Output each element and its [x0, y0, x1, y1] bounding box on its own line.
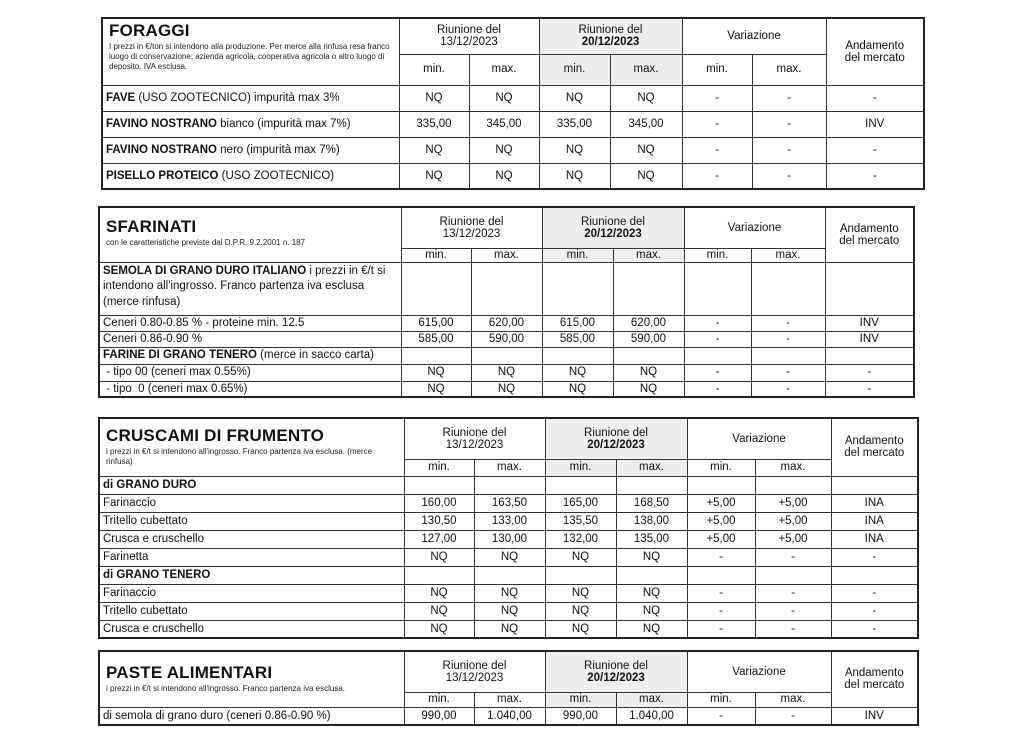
table-row [102, 137, 924, 163]
market-trend: - [825, 364, 914, 381]
max-price-2: NQ [610, 85, 682, 111]
max-price-1: NQ [474, 548, 545, 566]
table-row [99, 331, 914, 347]
meeting-date-2: 20/12/2023 [587, 671, 645, 684]
variation-max: +5,00 [755, 494, 831, 512]
group-row [99, 476, 918, 494]
row-label: Farinetta [99, 548, 404, 566]
market-trend: - [826, 85, 924, 111]
empty-cell [404, 566, 474, 584]
meeting-date-1: 13/12/2023 [445, 438, 504, 451]
trend-header [831, 418, 918, 476]
min-header: min. [682, 54, 752, 85]
min-price-2: NQ [542, 381, 613, 397]
row-label: Tritello cubettato [99, 512, 404, 530]
min-price-1: NQ [404, 620, 474, 638]
meeting-2-header [542, 207, 684, 248]
max-price-2: NQ [616, 620, 687, 638]
max-price-2: NQ [616, 548, 687, 566]
max-price-2: NQ [613, 364, 684, 381]
min-price-2: NQ [545, 620, 616, 638]
min-price-1: 335,00 [399, 111, 469, 137]
variation-max: +5,00 [755, 530, 831, 548]
row-label: Crusca e cruschello [99, 530, 404, 548]
variation-min: - [682, 111, 752, 137]
foraggi-title-cell [102, 18, 399, 85]
min-price-2: 165,00 [545, 494, 616, 512]
max-header: max. [471, 248, 542, 262]
variation-min: - [682, 137, 752, 163]
max-header: max. [755, 459, 831, 476]
max-header: max. [616, 692, 687, 707]
table-row [102, 85, 924, 111]
min-header: min. [401, 248, 471, 262]
table-row [99, 602, 918, 620]
max-price-1: NQ [469, 85, 539, 111]
paste-title-cell [99, 651, 404, 707]
product-name: FAVINO NOSTRANO [106, 117, 217, 130]
market-trend: INV [825, 315, 914, 331]
row-label [102, 163, 399, 189]
variation-header: Variazione [684, 207, 825, 248]
market-trend: INA [831, 494, 918, 512]
max-header: max. [474, 692, 545, 707]
table-row [99, 707, 918, 725]
section-note: i prezzi in €/t si intendono all'ingrosso. Franco partenza iva esclusa. (merce rinfusa) [106, 446, 373, 466]
max-price-1: NQ [471, 364, 542, 381]
table-row [99, 584, 918, 602]
max-header: max. [474, 459, 545, 476]
market-trend: INV [831, 707, 918, 725]
table-row [99, 620, 918, 638]
sfarinati-title-cell [99, 207, 401, 262]
empty-cell [542, 262, 613, 315]
min-price-1: NQ [401, 381, 471, 397]
min-header: min. [684, 248, 751, 262]
table-row [99, 548, 918, 566]
min-header: min. [539, 54, 610, 85]
max-price-1: NQ [474, 620, 545, 638]
empty-cell [474, 566, 545, 584]
variation-max: +5,00 [755, 512, 831, 530]
variation-max: - [752, 111, 826, 137]
meeting-1-header [399, 18, 539, 54]
cruscami-table [98, 417, 919, 639]
min-price-2: NQ [539, 137, 610, 163]
market-trend: INV [825, 331, 914, 347]
empty-cell [825, 347, 914, 364]
empty-cell [687, 566, 755, 584]
variation-min: - [684, 381, 751, 397]
row-label: Farinaccio [99, 494, 404, 512]
max-price-2: 590,00 [613, 331, 684, 347]
min-price-2: NQ [545, 584, 616, 602]
group-title: di GRANO DURO [103, 478, 197, 491]
min-price-1: NQ [404, 548, 474, 566]
min-price-2: NQ [545, 602, 616, 620]
empty-cell [825, 262, 914, 315]
max-header: max. [755, 692, 831, 707]
min-price-1: 130,50 [404, 512, 474, 530]
meeting-date-2: 20/12/2023 [587, 438, 645, 451]
min-price-1: 127,00 [404, 530, 474, 548]
foraggi-table [101, 17, 925, 190]
group-row [99, 262, 914, 315]
max-price-1: 345,00 [469, 111, 539, 137]
min-price-2: NQ [539, 85, 610, 111]
group-note: (merce in sacco carta) [256, 349, 374, 362]
row-label: di semola di grano duro (ceneri 0.86-0.90 %) [99, 707, 404, 725]
meeting-date-1: 13/12/2023 [440, 36, 498, 49]
max-price-2: 620,00 [613, 315, 684, 331]
variation-max: - [751, 381, 825, 397]
empty-cell [831, 476, 918, 494]
min-header: min. [399, 54, 469, 85]
variation-min: - [682, 163, 752, 189]
max-price-1: 133,00 [474, 512, 545, 530]
min-price-1: NQ [399, 85, 469, 111]
min-price-2: NQ [545, 548, 616, 566]
meeting-1-header [404, 418, 545, 459]
trend-label-1: Andamento [844, 435, 904, 448]
variation-min: - [687, 584, 755, 602]
variation-min: - [682, 85, 752, 111]
market-trend: - [826, 163, 924, 189]
empty-cell [616, 566, 687, 584]
variation-max: - [752, 163, 826, 189]
table-row [99, 530, 918, 548]
group-label [99, 566, 404, 584]
variation-max: - [752, 137, 826, 163]
trend-label-1: Andamento [844, 667, 904, 680]
min-price-2: 990,00 [545, 707, 616, 725]
row-label: - tipo 00 (ceneri max 0.55%) [99, 364, 401, 381]
row-label [102, 137, 399, 163]
empty-cell [471, 347, 542, 364]
table-row [102, 163, 924, 189]
empty-cell [545, 476, 616, 494]
variation-max: - [755, 707, 831, 725]
max-price-1: 620,00 [471, 315, 542, 331]
group-note: i prezzi in €/t si intendono all'ingrosso. Franco partenza iva esclusa (merce rinfusa) [103, 264, 386, 308]
min-price-1: 990,00 [404, 707, 474, 725]
row-label: Farinaccio [99, 584, 404, 602]
empty-cell [401, 262, 471, 315]
table-row [102, 111, 924, 137]
min-price-2: 135,50 [545, 512, 616, 530]
meeting-label: Riunione del [437, 24, 501, 37]
min-price-2: 585,00 [542, 331, 613, 347]
max-price-1: NQ [474, 584, 545, 602]
trend-label-1: Andamento [845, 39, 905, 52]
variation-min: - [684, 315, 751, 331]
variation-max: - [752, 85, 826, 111]
min-price-1: NQ [404, 584, 474, 602]
min-price-1: 585,00 [401, 331, 471, 347]
variation-header: Variazione [682, 18, 826, 54]
min-price-1: NQ [401, 364, 471, 381]
group-label [99, 476, 404, 494]
trend-label-2: del mercato [844, 447, 905, 460]
max-header: max. [469, 54, 539, 85]
variation-min: - [684, 364, 751, 381]
max-price-2: NQ [610, 163, 682, 189]
max-header: max. [751, 248, 825, 262]
empty-cell [751, 262, 825, 315]
max-price-2: NQ [616, 602, 687, 620]
product-name: FAVE [106, 91, 136, 104]
variation-min: - [687, 548, 755, 566]
market-trend: - [826, 137, 924, 163]
group-row [99, 347, 914, 364]
meeting-label: Riunione del [442, 426, 507, 439]
table-row [99, 364, 914, 381]
min-header: min. [542, 248, 613, 262]
meeting-2-header [545, 418, 687, 459]
variation-max: - [755, 602, 831, 620]
max-header: max. [610, 54, 682, 85]
table-row [99, 381, 914, 397]
max-header: max. [752, 54, 826, 85]
product-spec: nero (impurità max 7%) [216, 143, 340, 156]
empty-cell [401, 347, 471, 364]
variation-max: - [755, 548, 831, 566]
sfarinati-table [98, 206, 915, 398]
paste-table [98, 650, 919, 726]
empty-cell [542, 347, 613, 364]
empty-cell [755, 476, 831, 494]
empty-cell [613, 262, 684, 315]
empty-cell [474, 476, 545, 494]
table-row [99, 315, 914, 331]
max-price-1: NQ [469, 163, 539, 189]
section-title: SFARINATI [106, 217, 197, 236]
min-header: min. [687, 459, 755, 476]
meeting-date-1: 13/12/2023 [442, 227, 501, 240]
max-price-1: NQ [474, 602, 545, 620]
section-title: CRUSCAMI DI FRUMENTO [106, 426, 325, 445]
min-price-2: 132,00 [545, 530, 616, 548]
meeting-2-header [545, 651, 687, 692]
product-name: FAVINO NOSTRANO [106, 143, 217, 156]
variation-min: +5,00 [687, 512, 755, 530]
meeting-label: Riunione del [581, 215, 645, 228]
min-price-1: NQ [399, 163, 469, 189]
table-row [99, 494, 918, 512]
product-spec: (USO ZOOTECNICO) impurità max 3% [135, 91, 340, 104]
empty-cell [616, 476, 687, 494]
min-header: min. [404, 692, 474, 707]
section-note: con le caratteristiche previste dal D.P.R. 9.2.2001 n. 187 [106, 237, 306, 247]
row-label: Ceneri 0.86-0.90 % [99, 331, 401, 347]
max-price-2: 345,00 [610, 111, 682, 137]
product-spec: (USO ZOOTECNICO) [218, 169, 335, 182]
max-price-1: 1.040,00 [474, 707, 545, 725]
trend-label-1: Andamento [839, 222, 899, 235]
cruscami-title-cell [99, 418, 404, 476]
empty-cell [687, 476, 755, 494]
empty-cell [684, 262, 751, 315]
max-price-2: NQ [616, 584, 687, 602]
table-row [99, 512, 918, 530]
empty-cell [831, 566, 918, 584]
market-trend: - [831, 548, 918, 566]
variation-min: - [687, 620, 755, 638]
min-price-1: NQ [399, 137, 469, 163]
max-price-2: NQ [610, 137, 682, 163]
variation-max: - [751, 315, 825, 331]
section-note: i prezzi in €/t si intendono all'ingrosso. Franco partenza iva esclusa. [106, 683, 345, 693]
market-trend: - [831, 602, 918, 620]
row-label [102, 111, 399, 137]
meeting-date-1: 13/12/2023 [445, 671, 504, 684]
group-title: di GRANO TENERO [103, 568, 211, 581]
meeting-label: Riunione del [584, 659, 648, 672]
meeting-label: Riunione del [439, 215, 504, 228]
variation-max: - [755, 584, 831, 602]
market-trend: - [825, 381, 914, 397]
min-header: min. [545, 459, 616, 476]
market-trend: INA [831, 512, 918, 530]
group-label [99, 262, 401, 315]
group-title: FARINE DI GRANO TENERO [103, 349, 257, 362]
min-price-2: 615,00 [542, 315, 613, 331]
section-title: PASTE ALIMENTARI [106, 663, 273, 682]
empty-cell [613, 347, 684, 364]
variation-header: Variazione [687, 651, 831, 692]
meeting-label: Riunione del [578, 24, 643, 37]
min-price-1: 160,00 [404, 494, 474, 512]
meeting-date-2: 20/12/2023 [581, 36, 640, 49]
max-price-1: 163,50 [474, 494, 545, 512]
market-trend: - [831, 620, 918, 638]
meeting-date-2: 20/12/2023 [584, 227, 642, 240]
max-price-1: NQ [469, 137, 539, 163]
row-label: - tipo 0 (ceneri max 0.65%) [99, 381, 401, 397]
meeting-label: Riunione del [442, 659, 507, 672]
max-price-1: NQ [471, 381, 542, 397]
meeting-2-header [539, 18, 682, 54]
row-label: Crusca e cruschello [99, 620, 404, 638]
variation-min: - [684, 331, 751, 347]
group-row [99, 566, 918, 584]
max-price-2: NQ [613, 381, 684, 397]
max-price-1: 590,00 [471, 331, 542, 347]
trend-header [825, 207, 914, 262]
empty-cell [751, 347, 825, 364]
min-price-1: 615,00 [401, 315, 471, 331]
trend-label-2: del mercato [844, 51, 905, 64]
variation-min: +5,00 [687, 530, 755, 548]
market-trend: INV [826, 111, 924, 137]
max-price-2: 1.040,00 [616, 707, 687, 725]
max-price-2: 135,00 [616, 530, 687, 548]
trend-label-2: del mercato [844, 679, 905, 692]
min-header: min. [687, 692, 755, 707]
variation-max: - [751, 331, 825, 347]
meeting-label: Riunione del [584, 426, 648, 439]
row-label: Ceneri 0.80-0.85 % - proteine min. 12.5 [99, 315, 401, 331]
min-price-2: 335,00 [539, 111, 610, 137]
max-price-2: 168,50 [616, 494, 687, 512]
variation-header: Variazione [687, 418, 831, 459]
variation-min: - [687, 602, 755, 620]
max-price-2: 138,00 [616, 512, 687, 530]
meeting-1-header [401, 207, 542, 248]
trend-label-2: del mercato [839, 234, 900, 247]
product-name: PISELLO PROTEICO [106, 169, 219, 182]
min-price-1: NQ [404, 602, 474, 620]
empty-cell [471, 262, 542, 315]
variation-min: +5,00 [687, 494, 755, 512]
empty-cell [684, 347, 751, 364]
max-price-1: 130,00 [474, 530, 545, 548]
min-price-2: NQ [539, 163, 610, 189]
section-title: FORAGGI [109, 21, 190, 40]
row-label [102, 85, 399, 111]
group-title: SEMOLA DI GRANO DURO ITALIANO [103, 264, 307, 277]
max-header: max. [613, 248, 684, 262]
row-label: Tritello cubettato [99, 602, 404, 620]
empty-cell [404, 476, 474, 494]
min-header: min. [545, 692, 616, 707]
meeting-1-header [404, 651, 545, 692]
group-label [99, 347, 401, 364]
market-trend: - [831, 584, 918, 602]
empty-cell [545, 566, 616, 584]
empty-cell [755, 566, 831, 584]
variation-max: - [755, 620, 831, 638]
variation-max: - [751, 364, 825, 381]
min-header: min. [404, 459, 474, 476]
trend-header [826, 18, 924, 85]
max-header: max. [616, 459, 687, 476]
variation-min: - [687, 707, 755, 725]
section-note: I prezzi in €/ton si intendono alla produzione. Per merce alla rinfusa resa franco luogo di conservazione: azienda agricola, cooperativa agricola o altro luogo di deposito. IVA esclusa. [109, 41, 390, 71]
market-trend: INA [831, 530, 918, 548]
min-price-2: NQ [542, 364, 613, 381]
trend-header [831, 651, 918, 707]
product-spec: bianco (impurità max 7%) [216, 117, 351, 130]
